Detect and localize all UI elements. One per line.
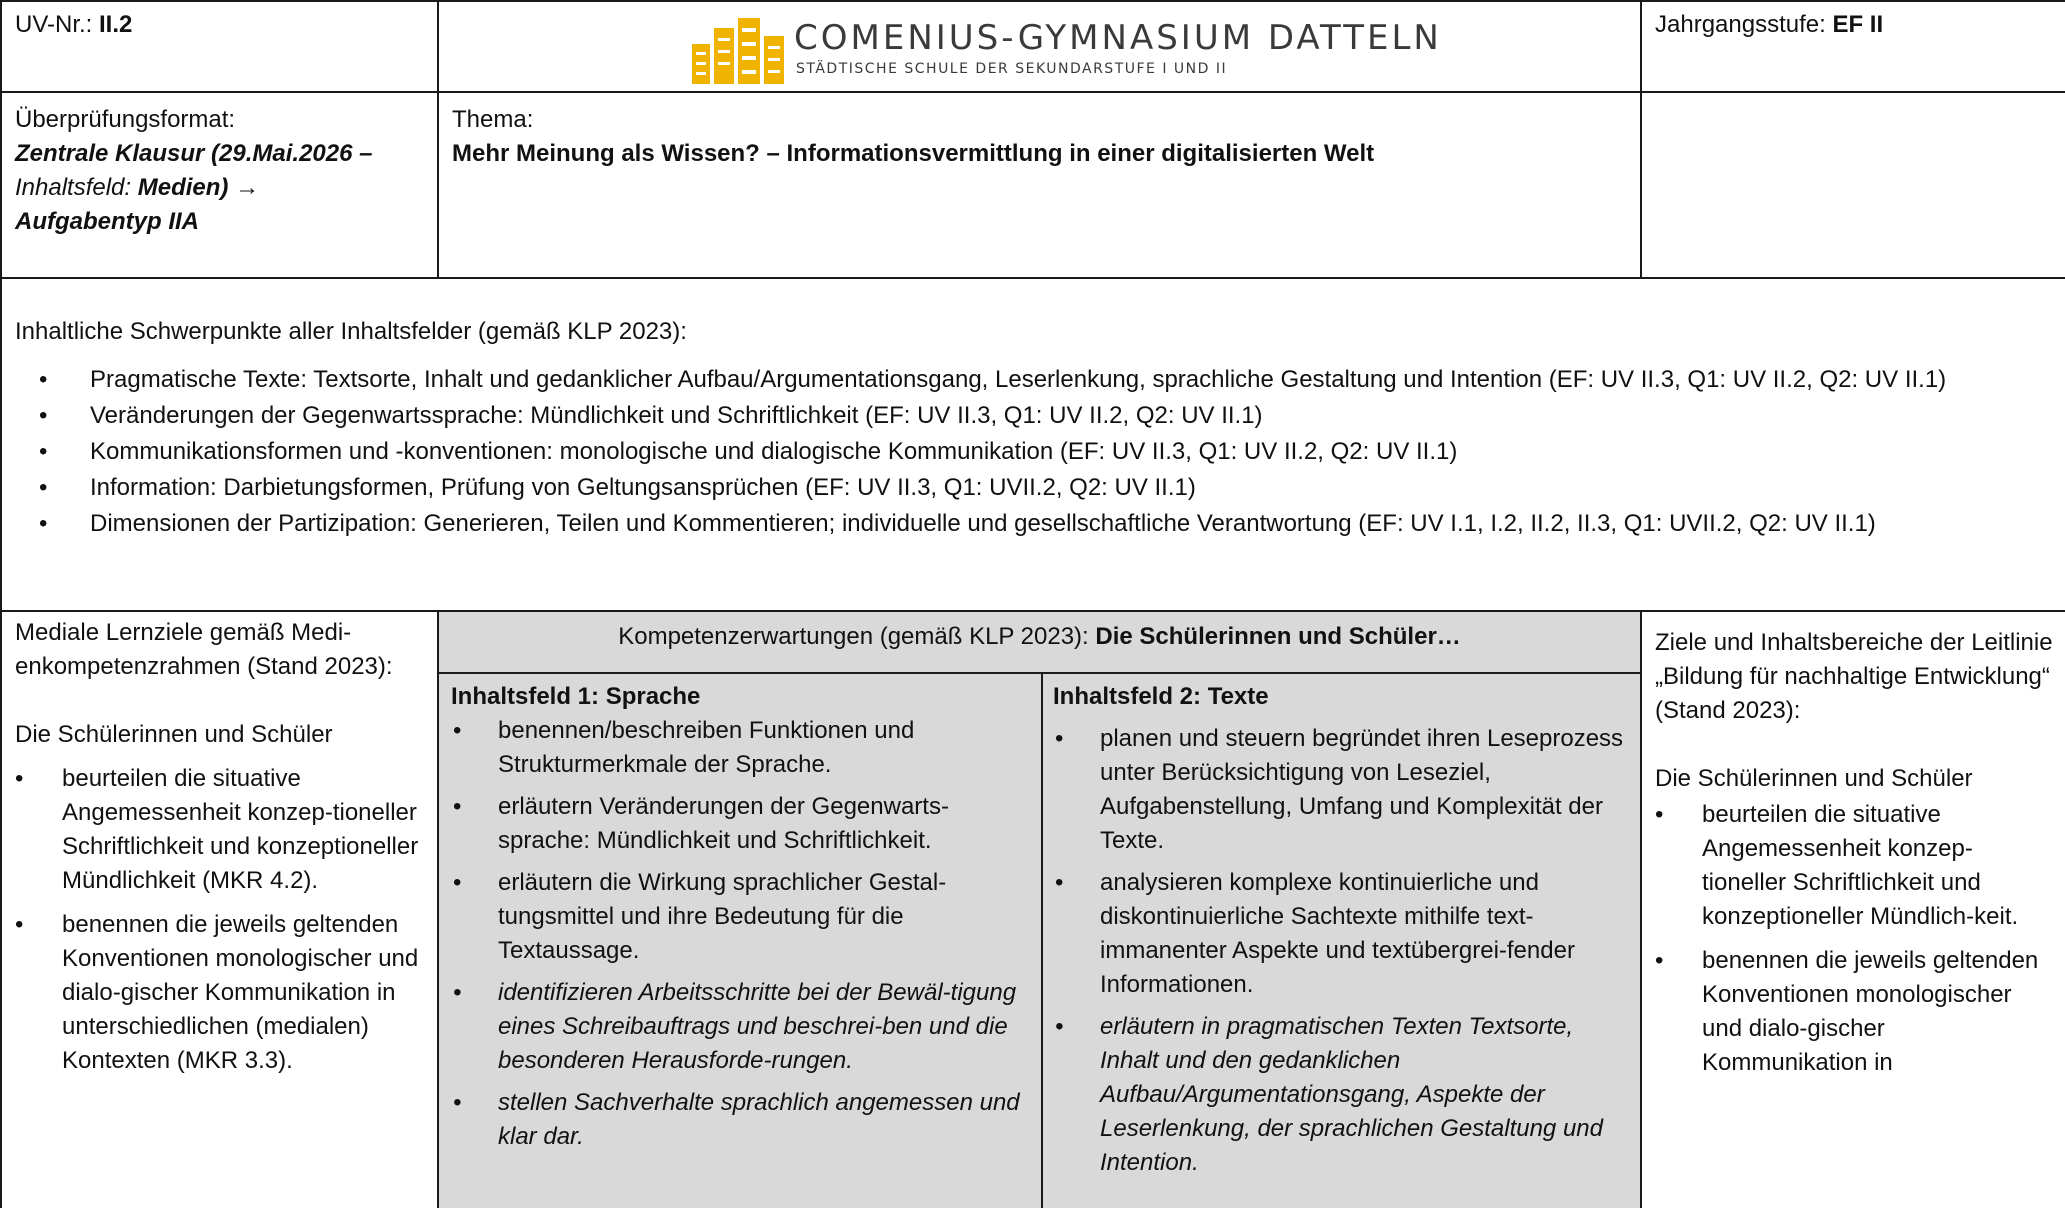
- school-logo-cell: [437, 0, 1642, 93]
- list-item: • erläutern Veränderungen der Gegenwarts-sprache: Mündlichkeit und Schriftlichkeit.: [451, 790, 1029, 858]
- texte-list: [1053, 722, 1630, 1180]
- list-item: • Pragmatische Texte: Textsorte, Inhalt und gedanklicher Aufbau/Argumentationsgang, Leserlenkung, sprachliche Gestaltung und Intention (EF: UV II.3, Q1: UV II.2, Q2: UV II.1): [15, 363, 2055, 397]
- schwerpunkte-list: [15, 363, 2055, 541]
- ziele-list: [1655, 798, 2055, 1080]
- format-line-3: Aufgabentyp IIA: [15, 208, 199, 235]
- mediale-lernziele-cell: [0, 610, 439, 1208]
- inhaltsfeld-sprache-column: [439, 672, 1043, 1208]
- uv-number-cell: [0, 0, 439, 93]
- ziele-heading: Ziele und Inhaltsbereiche der Leitlinie „Bildung für nachhaltige Entwicklung“ (Stand 2023):: [1655, 629, 2053, 724]
- kompetenz-heading-bold: Die Schülerinnen und Schüler…: [1095, 623, 1461, 650]
- uv-label: UV-Nr.:: [15, 11, 93, 38]
- list-item: • benennen/beschreiben Funktionen und Strukturmerkmale der Sprache.: [451, 714, 1029, 782]
- format-inhaltsfeld-label: Inhaltsfeld:: [15, 174, 132, 201]
- mediale-list: [15, 762, 424, 1078]
- kompetenz-heading: [439, 612, 1640, 672]
- list-item: • beurteilen die situative Angemessenheit konzep-tioneller Schriftlichkeit und konzeptioneller Mündlich-keit.: [1655, 798, 2055, 934]
- list-item: • Information: Darbietungsformen, Prüfung von Geltungsansprüchen (EF: UV II.3, Q1: UVII.2, Q2: UV II.1): [15, 471, 2055, 505]
- list-item: • erläutern die Wirkung sprachlicher Gestal-tungsmittel und ihre Bedeutung für die Textaussage.: [451, 866, 1029, 968]
- list-item: • Dimensionen der Partizipation: Generieren, Teilen und Kommentieren; individuelle und gesellschaftliche Verantwortung (EF: UV I.1, I.2, II.2, II.3, Q1: UVII.2, Q2: UV II.1): [15, 507, 2055, 541]
- format-line-2: [15, 171, 427, 205]
- list-item: • benennen die jeweils geltenden Konventionen monologischer und dialo-gischer Kommunikation in unterschiedlichen (medialen) Kontexten (MKR 3.3).: [15, 908, 424, 1078]
- schwerpunkte-cell: [0, 277, 2065, 612]
- arrow-right-icon: →: [235, 174, 260, 201]
- school-building-icon: [690, 14, 786, 86]
- empty-cell: [1640, 91, 2065, 279]
- jahrgangsstufe-cell: [1640, 0, 2065, 93]
- school-name: COMENIUS-GYMNASIUM DATTELN: [794, 18, 1442, 58]
- schwerpunkte-heading: Inhaltliche Schwerpunkte aller Inhaltsfelder (gemäß KLP 2023):: [15, 318, 687, 345]
- sprache-list: [451, 714, 1029, 1154]
- list-item: • analysieren komplexe kontinuierliche und diskontinuierliche Sachtexte mithilfe text-immanenter Aspekte und textübergrei-fender Informationen.: [1053, 866, 1630, 1002]
- bne-ziele-cell: [1640, 610, 2065, 1208]
- thema-label: Thema:: [452, 106, 534, 133]
- stufe-value: EF II: [1832, 11, 1884, 38]
- uv-value: II.2: [99, 11, 133, 38]
- inhaltsfeld-texte-column: [1041, 672, 1642, 1208]
- stufe-label: Jahrgangsstufe:: [1655, 11, 1826, 38]
- mediale-heading: Mediale Lernziele gemäß Medi-enkompetenzrahmen (Stand 2023):: [15, 619, 393, 680]
- format-inhaltsfeld-value: Medien): [137, 174, 229, 201]
- list-item: • Kommunikationsformen und -konventionen: monologische und dialogische Kommunikation (EF: UV II.3, Q1: UV II.2, Q2: UV II.1): [15, 435, 2055, 469]
- kompetenzerwartungen-cell: [437, 610, 1642, 1208]
- format-line-1: Zentrale Klausur (29.Mai.2026 –: [15, 140, 373, 167]
- thema-cell: [437, 91, 1642, 279]
- kompetenz-heading-plain: Kompetenzerwartungen (gemäß KLP 2023):: [618, 623, 1089, 650]
- list-item: • beurteilen die situative Angemessenheit konzep-tioneller Schriftlichkeit und konzeptioneller Mündlichkeit (MKR 4.2).: [15, 762, 424, 898]
- inhaltsfeld-sprache-title: Inhaltsfeld 1: Sprache: [451, 683, 701, 710]
- thema-title: Mehr Meinung als Wissen? – Informationsvermittlung in einer digitalisierten Welt: [452, 140, 1375, 167]
- list-item: • Veränderungen der Gegenwartssprache: Mündlichkeit und Schriftlichkeit (EF: UV II.3, Q1: UV II.2, Q2: UV II.1): [15, 399, 2055, 433]
- format-label: Überprüfungsformat:: [15, 106, 236, 133]
- list-item: • benennen die jeweils geltenden Konventionen monologischer und dialo-gischer Kommunikation in: [1655, 944, 2055, 1080]
- ziele-intro: Die Schülerinnen und Schüler: [1655, 765, 1973, 792]
- list-item: • erläutern in pragmatischen Texten Textsorte, Inhalt und den gedanklichen Aufbau/Argumentationsgang, Aspekte der Leserlenkung, der sprachlichen Gestaltung und Intention.: [1053, 1010, 1630, 1180]
- school-logo: [654, 12, 1454, 87]
- list-item: • stellen Sachverhalte sprachlich angemessen und klar dar.: [451, 1086, 1029, 1154]
- list-item: • identifizieren Arbeitsschritte bei der Bewäl-tigung eines Schreibauftrags und beschrei-ben und die besonderen Herausforde-rungen.: [451, 976, 1029, 1078]
- mediale-intro: Die Schülerinnen und Schüler: [15, 721, 333, 748]
- school-subtitle: STÄDTISCHE SCHULE DER SEKUNDARSTUFE I UND II: [796, 61, 1228, 77]
- ueberpruefungsformat-cell: [0, 91, 439, 279]
- inhaltsfeld-texte-title: Inhaltsfeld 2: Texte: [1053, 683, 1269, 710]
- list-item: • planen und steuern begründet ihren Leseprozess unter Berücksichtigung von Leseziel, Aufgabenstellung, Umfang und Komplexität der Texte.: [1053, 722, 1630, 858]
